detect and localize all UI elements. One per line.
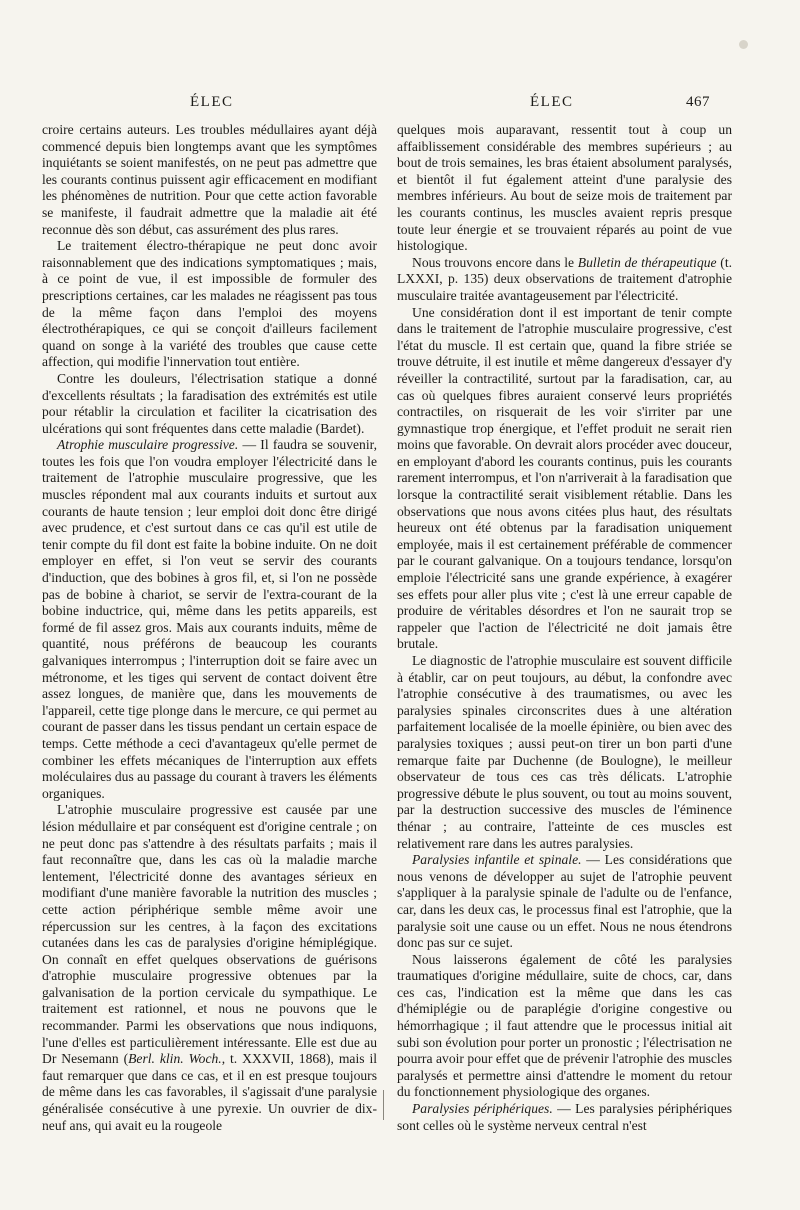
right-column: [397, 122, 732, 1134]
page-number: 467: [686, 94, 710, 110]
paragraph-text: — Les paralysies périphériques sont celles où le système nerveux central n'est: [397, 1101, 732, 1133]
paragraph: Une considération dont il est important de tenir compte dans le traitement de l'atrophie musculaire progressive, c'est l'état du muscle. Il est certain que, quand la fibre striée se trouve détruite, il est inutile et même dangereux d'essayer d'y réveiller la contractilité, surtout par la faradisation, car, au cas où quelques fibres auraient conservé leurs propriétés contractiles, on risquerait de les voir s'irriter par une gymnastique trop énergique, et l'effet produit ne serait rien moins que favorable. On devrait alors procéder avec douceur, en employant d'abord les courants continus, puis les courants rarement interrompus, et l'on n'arriverait à la faradisation que lorsque la contractilité serait visiblement rétablie. Dans les observations que nous avons citées plus haut, des résultats heureux ont été obtenus par la faradisation uniquement employée, mais il est certainement préférable de commencer par le courant galvanique. On a toujours tendance, lorsqu'on emploie l'électricité sans une grande expérience, à exagérer ses effets pour aller plus vite ; c'est là une erreur capable de produire de véritables désordres et l'on ne saurait trop se rappeler que l'action de l'électricité ne doit jamais être brutale.: [397, 304, 732, 652]
paragraph: Contre les douleurs, l'électrisation statique a donné d'excellents résultats ; la faradisation des extrémités est utile pour rétablir la circulation et faciliter la cicatrisation des ulcérations qui sont fréquentes dans cette maladie (Bardet).: [42, 370, 377, 436]
paragraph: [397, 1101, 732, 1134]
paragraph-text: — Les considérations que nous venons de développer au sujet de l'atrophie peuvent s'appliquer à la paralysie spinale de l'adulte ou de l'enfance, car, dans les deux cas, le processus final est l'atrophie, que la paralysie soit une cause ou un effet. Nous ne nous étendrons donc pas sur ce sujet.: [397, 852, 732, 951]
left-column: [42, 122, 377, 1134]
paragraph-text: — Il faudra se souvenir, toutes les fois que l'on voudra employer l'électricité dans le traitement de l'atrophie musculaire progressive, que les muscles répondent mal aux courants induits et surtout aux courants de haute tension ; leur emploi doit donc être dirigé avec prudence, et c'est surtout dans ce cas qu'il est utile de tenir compte du fil dont est faite la bobine induite. On ne doit employer en effet, si l'on veut se servir des courants d'induction, que des bobines à gros fil, et, si l'on ne possède pas de bobine à chariot, se servir de l'extra-courant de la bobine inductrice, qui, même dans les petits appareils, est formé de fil assez gros. Mais aux courants induits, même de quantité, nous préférons de beaucoup les courants galvaniques interrompus ; l'interruption doit se faire avec un métronome, et les tiges qui servent de contact doivent être assez longues, de manière que, dans les mouvements de l'appareil, cette tige plonge dans le mercure, ce qui permet au courant de passer dans les tissus pendant un certain espace de temps. Cette méthode a ceci d'avantageux qu'elle permet de combiner les effets mécaniques de l'interruption aux effets moléculaires dus au passage du courant à travers les éléments organiques.: [42, 437, 377, 801]
running-head-right: ÉLEC: [530, 94, 574, 110]
paragraph: Le diagnostic de l'atrophie musculaire est souvent difficile à établir, car on peut toujours, au début, la confondre avec l'atrophie consécutive à des traumatismes, ou avec les paralysies spinales circonscrites dues à une altération parfaitement localisée de la moelle épinière, ou bien avec des paralysies toxiques ; aussi peut-on tirer un bon parti d'une remarque faite par Duchenne (de Boulogne), le meilleur observateur de tous ces cas très délicats. L'atrophie progressive débute le plus souvent, ou tout au moins souvent, par la destruction successive des muscles de l'éminence thénar ; au contraire, l'atteinte de ces muscles est relativement rare dans les autres paralysies.: [397, 653, 732, 851]
section-title: Paralysies infantile et spinale.: [412, 852, 582, 868]
running-head-left: ÉLEC: [190, 94, 234, 110]
paper-stain: [739, 40, 748, 49]
section-title: Atrophie musculaire progressive.: [57, 437, 239, 453]
paragraph-text: L'atrophie musculaire progressive est causée par une lésion médullaire et par conséquent est d'origine centrale ; on ne peut donc pas s'attendre à des résultats parfaits ; mais il faut reconnaître que, dans les cas où la maladie marche lentement, l'électricité donne des avantages sérieux en modifiant d'une manière favorable la nutrition des muscles ; cette action périphérique semble même avoir une répercussion sur les centres, à la façon des excitations cutanées dans les cas de paralysies d'origine hémiplégique. On connaît en effet quelques observations de guérisons d'atrophie musculaire progressive obtenues par la galvanisation de la portion cervicale du sympathique. Le traitement est rationnel, et nous ne pouvons que le recommander. Parmi les observations que nous indiquons, l'une d'elles est particulièrement intéressante. Elle est due au Dr Nesemann (: [42, 802, 377, 1067]
paragraph: [42, 437, 377, 802]
paragraph-text: (t. LXXXI, p. 135) deux observations de traitement d'atrophie musculaire traitée avantageusement par l'électricité.: [397, 254, 732, 303]
paragraph: [397, 255, 732, 305]
paragraph: quelques mois auparavant, ressentit tout à coup un affaiblissement considérable des membres supérieurs ; au bout de trois semaines, les bras étaient absolument paralysés, et bientôt il fut également atteint d'une paralysie des membres inférieurs. Au bout de seize mois de traitement par les courants continus, les muscles avaient repris presque toute leur énergie et se trouvaient réparés au point de vue histologique.: [397, 122, 732, 254]
citation: Berl. klin. Woch.: [128, 1051, 222, 1067]
paragraph: Nous laisserons également de côté les paralysies traumatiques d'origine médullaire, suite de chocs, car, dans ces cas, l'indication est la même que dans les cas d'hémiplégie ou de paraplégie d'origine congestive ou hémorrhagique ; il faut attendre que le processus initial ait subi son évolution pour porter un pronostic ; l'électrisation ne pourra avoir pour effet que de prévenir l'atrophie des muscles paralysés et permettre ainsi d'attendre le moment du retour du fonctionnement physiologique des organes.: [397, 951, 732, 1100]
section-title: Paralysies périphériques.: [412, 1101, 553, 1117]
paragraph: [397, 852, 732, 952]
paragraph-text: Nous trouvons encore dans le: [412, 254, 578, 270]
paragraph-text: , t. XXXVII, 1868), mais il faut remarquer que dans ce cas, et il en est presque toujours de même dans les cas favorables, il s'agissait d'une paralysie généralisée consécutive à une pyrexie. Un ouvrier de dix-neuf ans, qui avait eu la rougeole: [42, 1051, 377, 1133]
column-divider: [383, 1090, 384, 1120]
paragraph: Le traitement électro-thérapique ne peut donc avoir raisonnablement que des indications symptomatiques ; mais, à ce point de vue, il est impossible de formuler des prescriptions certaines, car les malades ne réagissent pas tous de la même façon dans l'emploi des moyens électrothérapiques, ce qui se conçoit d'ailleurs facilement quand on songe à la variété des troubles que cause cette affection, qui modifie l'innervation tout entière.: [42, 238, 377, 370]
citation: Bulletin de thérapeutique: [577, 254, 717, 270]
paragraph: croire certains auteurs. Les troubles médullaires ayant déjà commencé depuis bien longtemps avant que les symptômes inquiétants se soient manifestés, on ne peut pas admettre que les courants continus puissent agir efficacement en modifiant les phénomènes de nutrition. Pour que cette action favorable se manifeste, il faudrait admettre que la maladie ait été reconnue dès son début, cas assurément des plus rares.: [42, 122, 377, 237]
paragraph: [42, 802, 377, 1134]
